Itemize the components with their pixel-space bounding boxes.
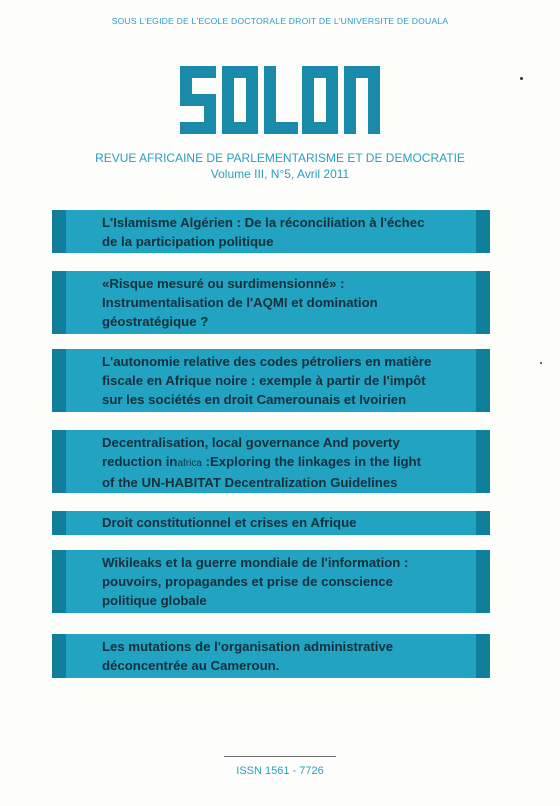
article-title: Wikileaks et la guerre mondiale de l'information : pouvoirs, propagandes et prise de conscience politique globale [102,555,409,608]
journal-subtitle: REVUE AFRICAINE DE PARLEMENTARISME ET DE DEMOCRATIE [95,151,465,165]
article-band [52,271,490,334]
article-band [52,349,490,412]
article-band [52,430,490,493]
article-title: L'Islamisme Algérien : De la réconciliation à l'échec de la participation politique [102,215,425,249]
article-band [52,550,490,613]
article-band [52,210,490,253]
solon-logo [0,66,560,136]
article-title: Decentralisation, local governance And poverty reduction inafrica :Exploring the linkages in the light of the UN-HABITAT Decentralization Guidelines [102,435,421,490]
issue-volume: Volume III, N°5, Avril 2011 [210,167,350,181]
issn-number: ISSN 1561 - 7726 [236,765,324,777]
article-title: Droit constitutionnel et crises en Afrique [102,515,357,530]
footer-rule [224,756,336,757]
paper-speck [540,362,542,364]
article-band [52,634,490,678]
article-title: «Risque mesuré ou surdimensionné» : Instrumentalisation de l'AQMI et domination géostratégique ? [102,276,378,329]
article-title: Les mutations de l'organisation administrative déconcentrée au Cameroun. [102,639,394,673]
solon-logo-mark [180,66,380,134]
under-aegis-line: SOUS L'EGIDE DE L'ECOLE DOCTORALE DROIT DE L'UNIVERSITE DE DOUALA [111,16,449,26]
paper-speck [520,77,523,80]
article-title: L'autonomie relative des codes pétroliers en matière fiscale en Afrique noire : exemple à partir de l'impôt sur les sociétés en droit Camerounais et Ivoirien [102,354,432,407]
article-band [52,511,490,535]
